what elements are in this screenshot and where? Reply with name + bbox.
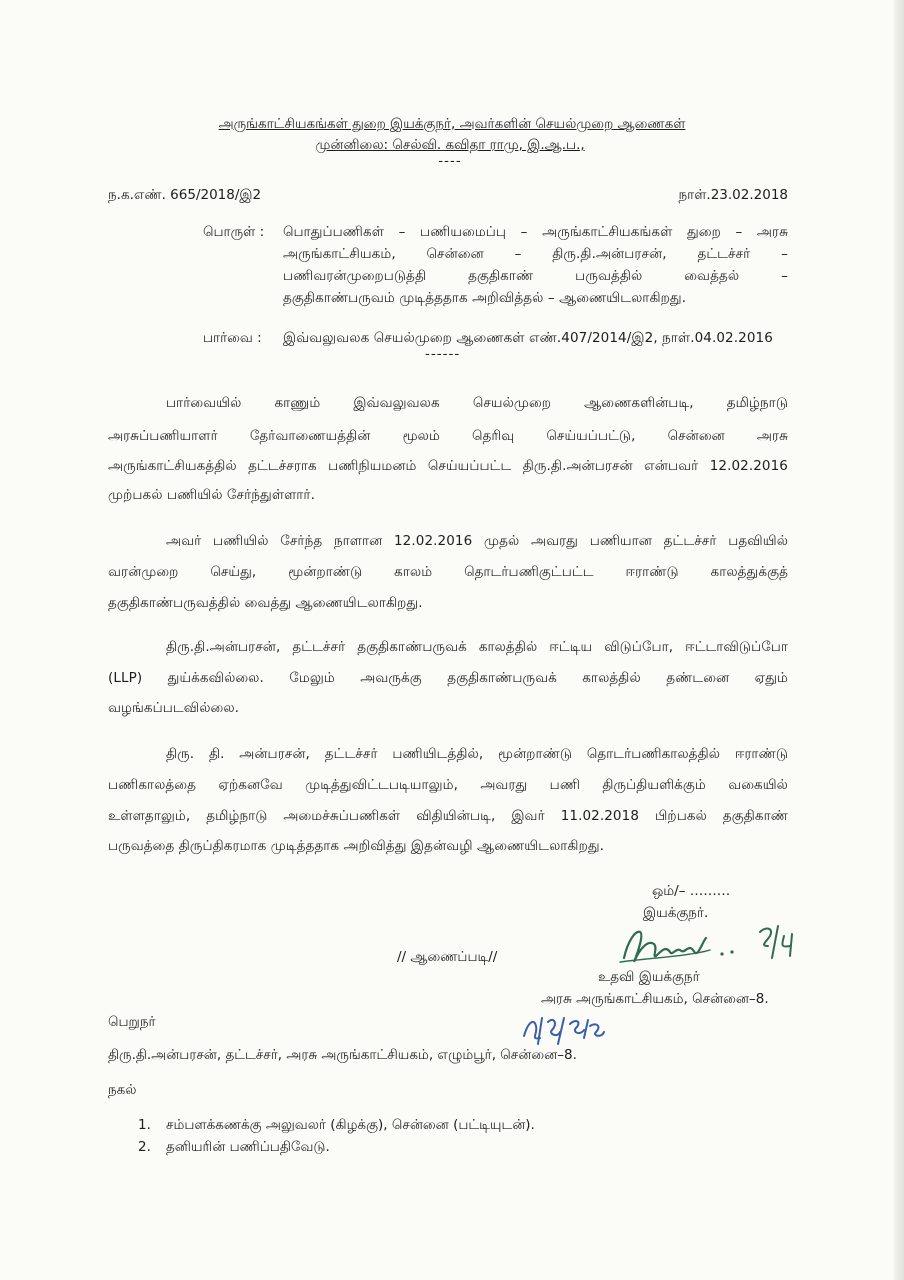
para4-line-2: பணிகாலத்தை ஏற்கனவே முடித்துவிட்டபடியாலும், அவரது பணி திருப்தியளிக்கும் வகையில் <box>108 777 788 793</box>
order-date: நாள்.23.02.2018 <box>678 187 788 203</box>
received-date-stamp <box>518 1008 608 1050</box>
para1-line-1: பார்வையில் காணும் இவ்வலுவலக செயல்முறை ஆணைகளின்படி, தமிழ்நாடு <box>166 395 788 411</box>
para3-line-1: திரு.தி.அன்பரசன், தட்டச்சர் தகுதிகாண்பருவக் காலத்தில் ஈட்டிய விடுப்போ, ஈட்டாவிடுப்போ <box>166 639 788 655</box>
copy-item-number: 2. <box>138 1139 151 1155</box>
para1-line-4: முற்பகல் பணியில் சேர்ந்துள்ளார். <box>108 487 315 503</box>
subject-line-2: அருங்காட்சியகம், சென்னை – திரு.தி.அன்பரசன், தட்டச்சர் – <box>283 246 788 262</box>
recipient-text: திரு.தி.அன்பரசன், தட்டச்சர், அரசு அருங்காட்சியகம், எழும்பூர், சென்னை–8. <box>108 1047 577 1063</box>
subject-line-4: தகுதிகாண்பருவம் முடித்ததாக அறிவித்தல் – ஆணையிடலாகிறது. <box>283 290 687 306</box>
signed-line: ஒம்/– ……… <box>652 883 731 899</box>
para2-line-3: தகுதிகாண்பருவத்தில் வைத்து ஆணையிடலாகிறது. <box>108 595 423 611</box>
handwritten-signature <box>610 918 810 974</box>
subject-line-1: பொதுப்பணிகள் – பணியமைப்பு – அருங்காட்சியகங்கள் துறை – அரசு <box>283 224 788 240</box>
copy-item-text: தனியரின் பணிப்பதிவேடு. <box>166 1139 330 1155</box>
para3-line-2: (LLP) துய்க்கவில்லை. மேலும் அவருக்கு தகுதிகாண்பருவக் காலத்தில் தண்டனை ஏதும் <box>108 670 788 686</box>
para1-line-2: அரசுப்பணியாளர் தேர்வாணையத்தின் மூலம் தெரிவு செய்யப்பட்டு, சென்னை அரசு <box>108 428 788 444</box>
director-title: இயக்குநர். <box>643 905 709 921</box>
header-presence: முன்னிலை: செல்வி. கவிதா ராமு, இ.ஆ.ப., <box>315 137 585 153</box>
para2-line-2: வரன்முறை செய்து, மூன்றாண்டு காலம் தொடர்பணிகுட்பட்ட ஈராண்டு காலத்துக்குத் <box>108 564 788 580</box>
para1-line-3: அருங்காட்சியகத்தில் தட்டச்சராக பணிநியமனம் செய்யப்பட்ட திரு.தி.அன்பரசன் என்பவர் 12.02.2016 <box>108 458 788 474</box>
by-order-line: // ஆணைப்படி// <box>397 949 498 965</box>
para3-line-3: வழங்கப்படவில்லை. <box>108 700 240 716</box>
reference-dash: ------ <box>425 346 461 362</box>
recipient-label: பெறுநர் <box>108 1014 156 1030</box>
header-dash: ---- <box>438 153 462 169</box>
copy-item-text: சம்பளக்கணக்கு அலுவலர் (கிழக்கு), சென்னை (பட்டியுடன்). <box>166 1117 535 1133</box>
para4-line-3: உள்ளதாலும், தமிழ்நாடு அமைச்சுப்பணிகள் விதியின்படி, இவர் 11.02.2018 பிற்பகல் தகுதிகாண் <box>108 808 788 824</box>
copy-label: நகல் <box>108 1082 137 1098</box>
reference-number: ந.க.எண். 665/2018/இ2 <box>108 187 262 203</box>
assistant-director: உதவி இயக்குநர் <box>598 969 700 985</box>
scan-edge <box>894 0 904 1280</box>
subject-line-3: பணிவரன்முறைபடுத்தி தகுதிகாண் பருவத்தில் வைத்தல் – <box>283 268 788 284</box>
reference-label: பார்வை : <box>203 330 262 346</box>
subject-label: பொருள் : <box>203 224 265 240</box>
para4-line-1: திரு. தி. அன்பரசன், தட்டச்சர் பணியிடத்தில், மூன்றாண்டு தொடர்பணிகாலத்தில் ஈராண்டு <box>166 746 788 762</box>
header-title: அருங்காட்சியகங்கள் துறை இயக்குநர், அவர்களின் செயல்முறை ஆணைகள் <box>218 116 686 132</box>
office-address: அரசு அருங்காட்சியகம், சென்னை–8. <box>541 991 769 1007</box>
copy-item-number: 1. <box>138 1117 151 1133</box>
para4-line-4: பருவத்தை திருப்திகரமாக முடித்ததாக அறிவித்து இதன்வழி ஆணையிடலாகிறது. <box>108 838 605 854</box>
para2-line-1: அவர் பணியில் சேர்ந்த நாளான 12.02.2016 முதல் அவரது பணியான தட்டச்சர் பதவியில் <box>166 533 788 549</box>
reference-text: இவ்வலுவலக செயல்முறை ஆணைகள் எண்.407/2014/இ2, நாள்.04.02.2016 <box>283 330 773 346</box>
